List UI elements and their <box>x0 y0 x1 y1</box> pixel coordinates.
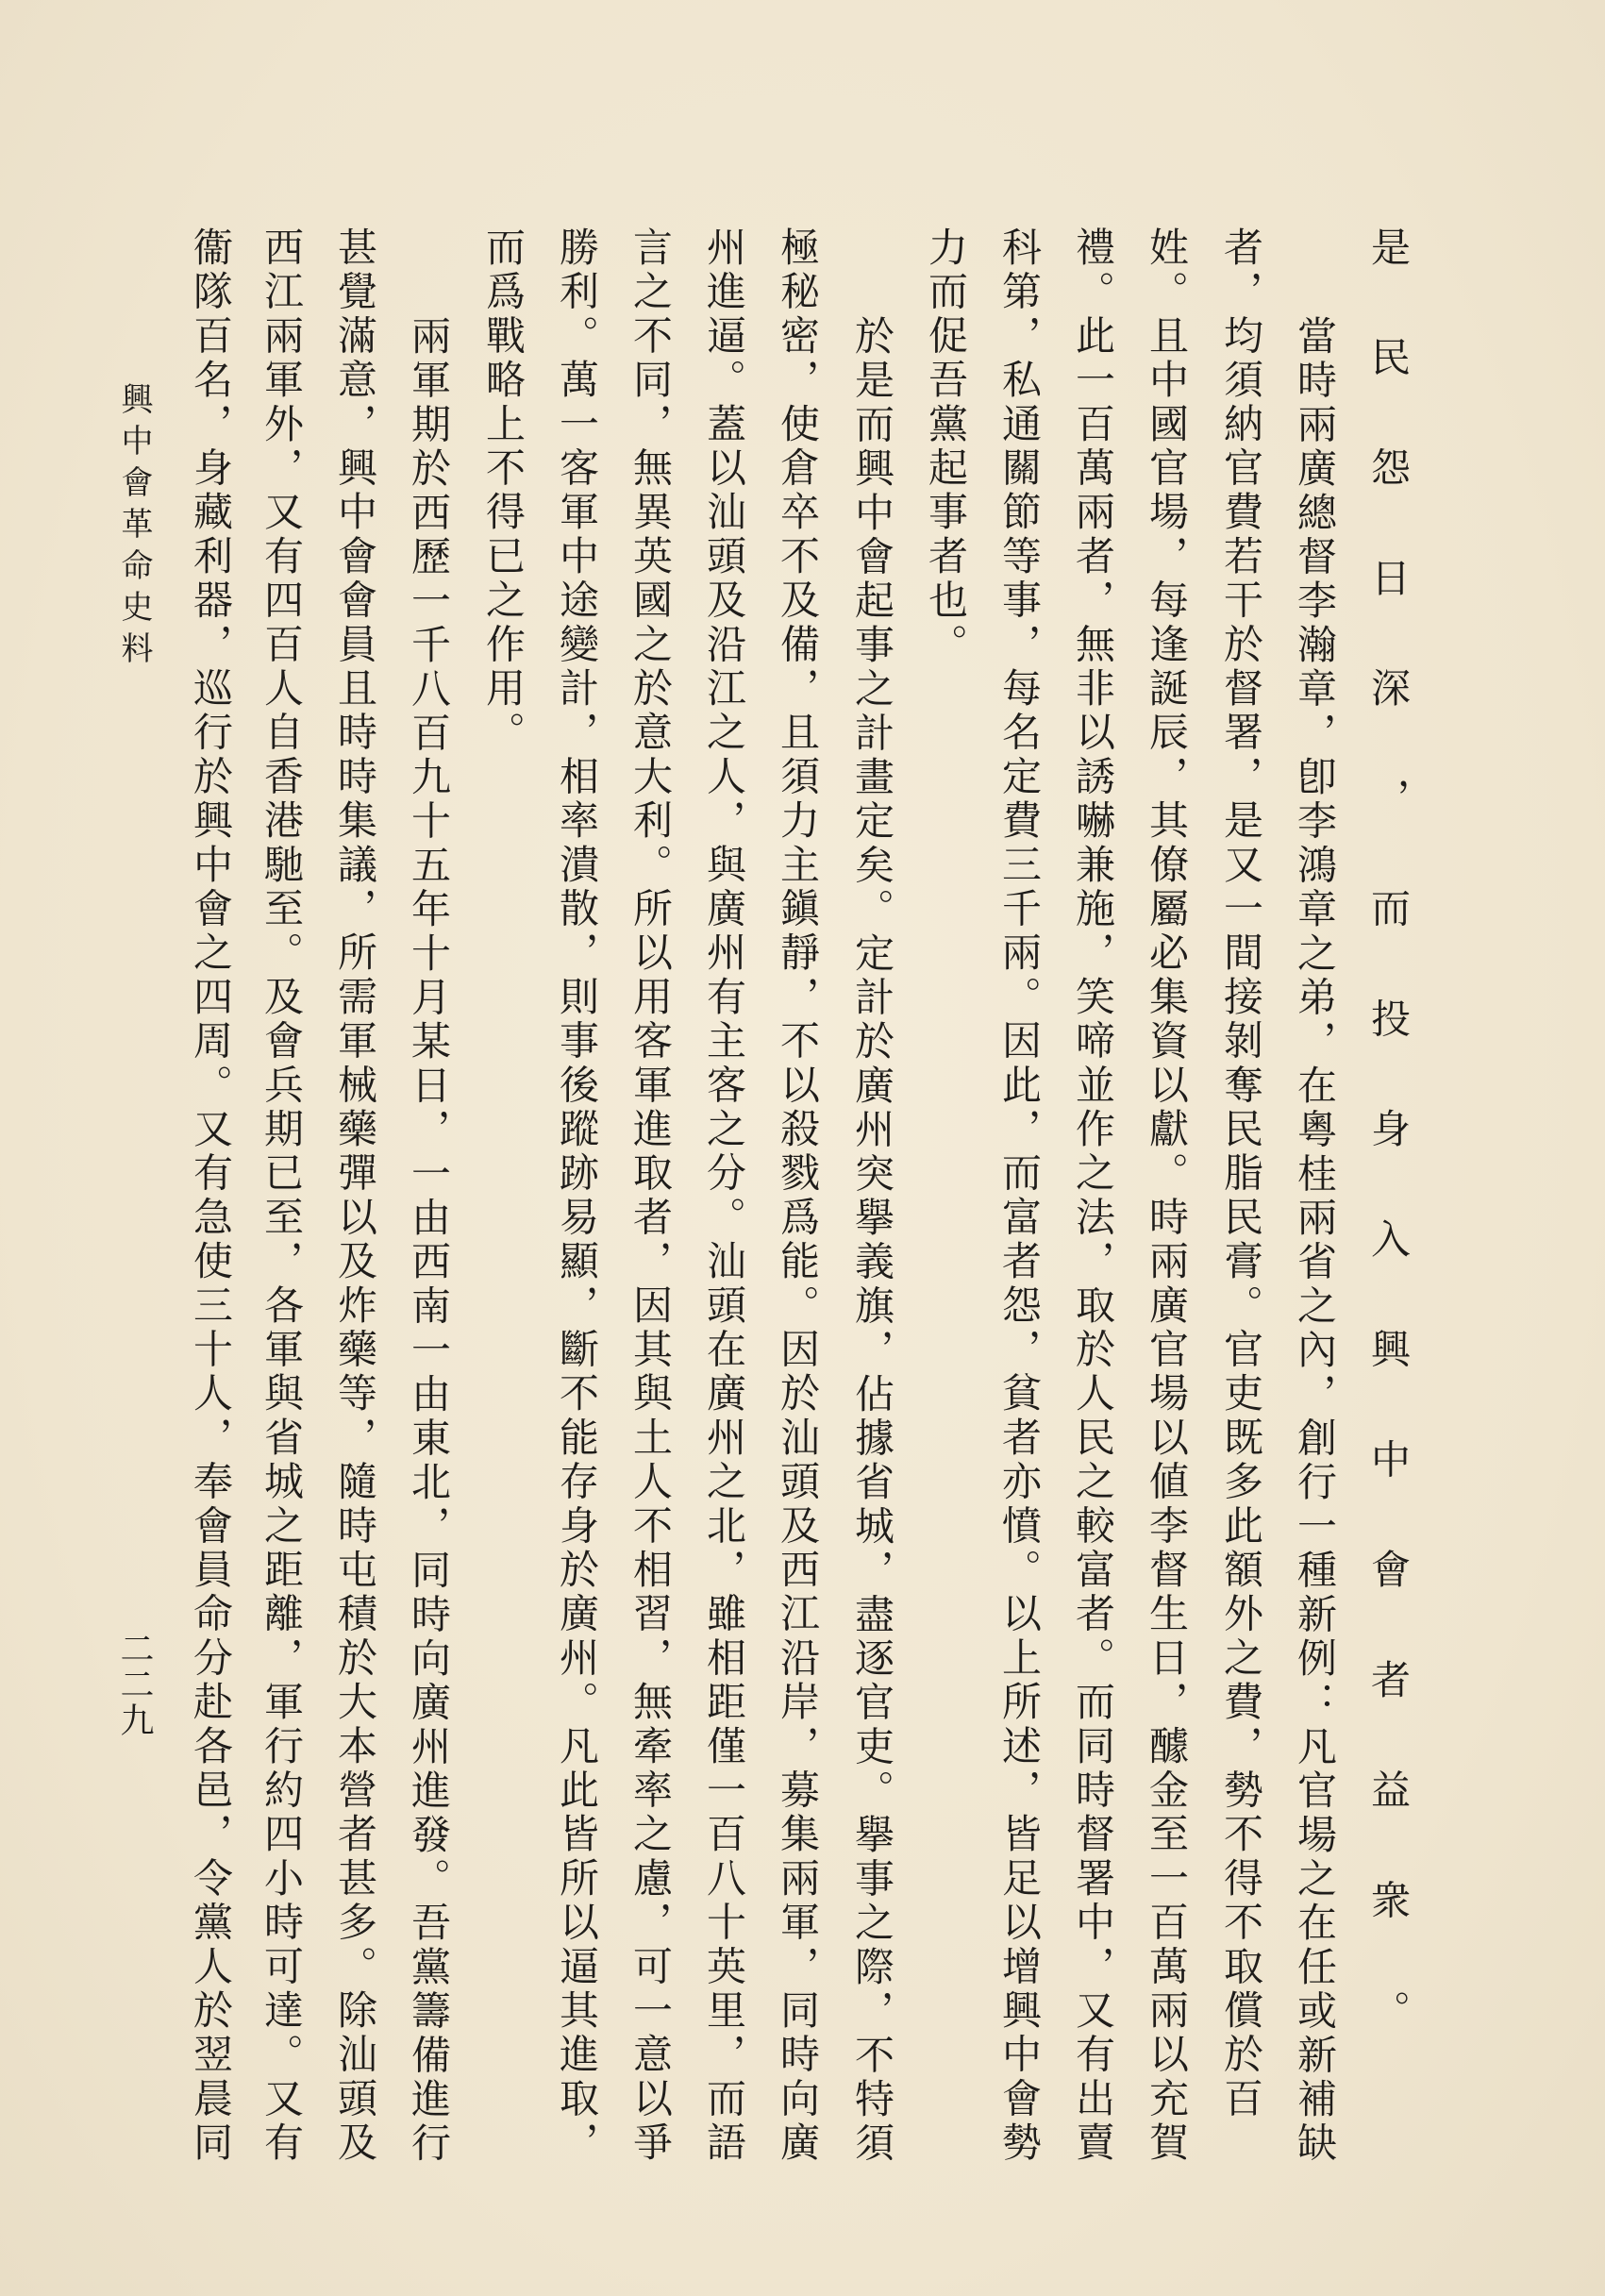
text-column: 言之不同，無異英國之於意大利。所以用客軍進取者，因其與土人不相習，無牽率之慮，可一意以爭 <box>627 226 674 2166</box>
text-column: 是民怨日深，而投身入興中會者益衆。 <box>1365 226 1412 2034</box>
text-column: 兩軍期於西歷一千八百九十五年十月某日，一由西南一由東北，同時向廣州進發。吾黨籌備進行 <box>406 315 452 2167</box>
text-column: 禮。此一百萬兩者，無非以誘嚇兼施，笑啼並作之法，取於人民之較富者。而同時督署中，又有出賣 <box>1070 226 1116 2166</box>
text-column: 西江兩軍外，又有四百人自香港馳至。及會兵期已至，各軍與省城之距離，軍行約四小時可達。又有 <box>259 226 305 2166</box>
text-column: 科第，私通關節等事，每名定費三千兩。因此，而富者怨，貧者亦憤。以上所述，皆足以增興中會勢 <box>996 226 1043 2166</box>
text-column: 當時兩廣總督李瀚章，卽李鴻章之弟，在粵桂兩省之內，創行一種新例：凡官場之在任或新補缺 <box>1292 315 1338 2167</box>
text-column: 姓。且中國官場，每逢誕辰，其僚屬必集資以獻。時兩廣官場以値李督生日，醵金至一百萬兩以充賀 <box>1144 226 1190 2166</box>
text-column: 力而促吾黨起事者也。 <box>923 226 969 667</box>
text-column: 甚覺滿意，興中會會員且時時集議，所需軍械藥彈以及炸藥等，隨時屯積於大本營者甚多。除汕頭及 <box>332 226 378 2166</box>
text-column: 極秘密，使倉卒不及備，且須力主鎭靜，不以殺戮爲能。因於汕頭及西江沿岸，募集兩軍，同時向廣 <box>775 226 821 2166</box>
text-column: 於是而興中會起事之計畫定矣。定計於廣州突擧義旗，佔據省城，盡逐官吏。擧事之際，不特須 <box>849 315 895 2167</box>
page-number: 二二九 <box>115 1631 154 1738</box>
text-column: 州進逼。蓋以汕頭及沿江之人，與廣州有主客之分。汕頭在廣州之北，雖相距僅一百八十英里，而語 <box>701 226 747 2166</box>
text-column: 勝利。萬一客軍中途變計，相率潰散，則事後蹤跡易顯，斷不能存身於廣州。凡此皆所以逼其進取， <box>554 226 600 2166</box>
text-column: 者，均須納官費若干於督署，是又一間接剝奪民脂民膏。官吏既多此額外之費，勢不得不取償於百 <box>1218 226 1264 2122</box>
text-column: 而爲戰略上不得已之作用。 <box>480 226 527 756</box>
running-footer-book-title: 興中會革命史料 <box>115 382 153 673</box>
text-column: 衞隊百名，身藏利器，巡行於興中會之四周。又有急使三十人，奉會員命分赴各邑，令黨人於翌晨同 <box>188 226 234 2166</box>
